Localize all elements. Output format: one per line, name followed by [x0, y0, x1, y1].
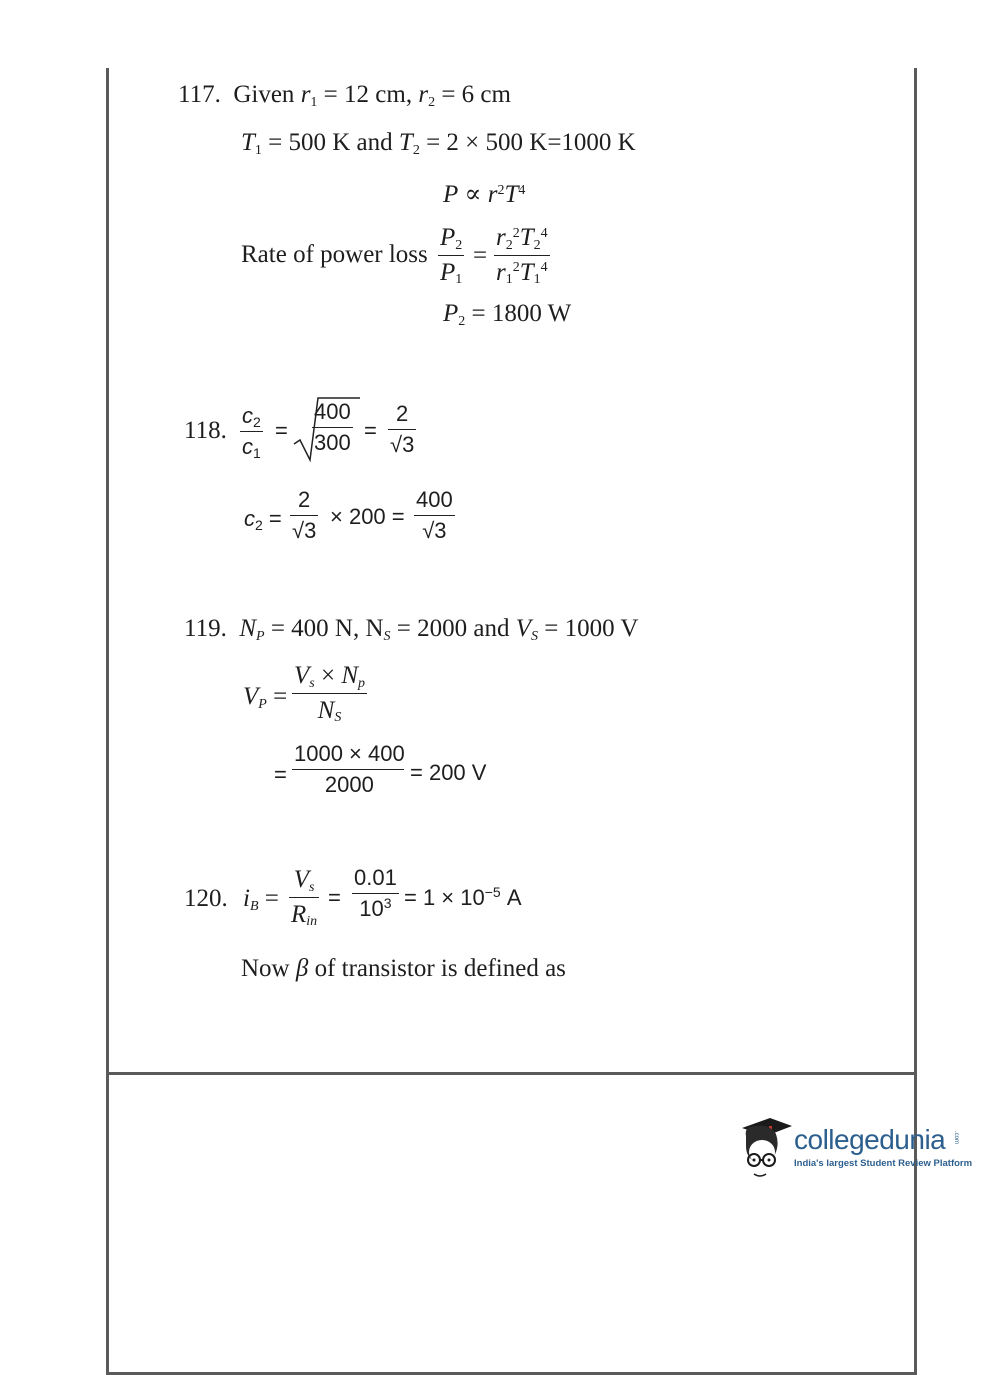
- q120-result: = $1 \times 10^{-5}$ A: [404, 883, 522, 910]
- q119-calc-result: = 200 V: [410, 760, 487, 785]
- q117-rate-label: Rate of power loss: [241, 241, 428, 268]
- q117-result: $P_2 = 1800$ W: [443, 300, 572, 329]
- logo-tagline: India's largest Student Review Platform: [794, 1158, 973, 1169]
- q120-equals: =: [328, 885, 341, 910]
- q118-number: 118.: [184, 417, 227, 444]
- q117-ratio-rt: $r_2^2T_2^4$ $r_1^2T_1^4$: [496, 224, 548, 287]
- q120-number: 120.: [184, 885, 228, 912]
- q118-equals-2: =: [364, 418, 377, 443]
- q120-vs-over-rin: $V_s$ $R_{in}$: [291, 866, 318, 929]
- q120-now-text: Now β of transistor is defined as: [241, 955, 566, 982]
- graduate-mascot-icon: [736, 1112, 794, 1180]
- q120-ib-label: $i_B$ =: [243, 885, 279, 914]
- q118-multiply: × 200 =: [330, 504, 405, 529]
- q118-equals-1: =: [275, 418, 288, 443]
- q117-equals: =: [473, 242, 488, 269]
- q117-line2: $T_1 = 500$ K and $T_2 = 2 \times 500$ K=1000 K: [241, 129, 636, 158]
- q119-vp-label: $V_P$ =: [243, 683, 288, 712]
- q118-final-fraction: 400 √3: [416, 487, 453, 544]
- q119-calc-fraction: 1000 × 400 2000: [294, 741, 405, 798]
- q117-ratio-p: $P_2$ $P_1$: [440, 224, 463, 287]
- logo-com: .com: [953, 1131, 959, 1145]
- q117-proportional: $P \propto r^2T^4$: [443, 181, 526, 208]
- q117-line1: 117. Given $r_1 = 12$ cm, $r_2 = 6$ cm: [178, 81, 511, 110]
- logo-wordmark: collegedunia: [794, 1124, 946, 1155]
- q119-line1: 119. $N_P = 400$ N, $N_S = 2000$ and $V_S = 1000$ V: [184, 615, 639, 644]
- page-frame-bottom: [106, 1072, 917, 1075]
- q118-ratio-c: $c_2$ $c_1$: [242, 403, 261, 461]
- q119-equals: =: [274, 762, 287, 787]
- q118-result-fraction: 2 √3: [390, 401, 415, 458]
- q120-value-fraction: 0.01 $10^3$: [354, 865, 397, 922]
- q118-sqrt-fraction: 400 300: [314, 399, 351, 456]
- q118-two-over-root3: 2 √3: [292, 487, 317, 544]
- q119-formula-fraction: $V_s \times N_p$ $N_S$: [294, 662, 366, 725]
- q118-c2-label: $c_2$ =: [244, 506, 282, 533]
